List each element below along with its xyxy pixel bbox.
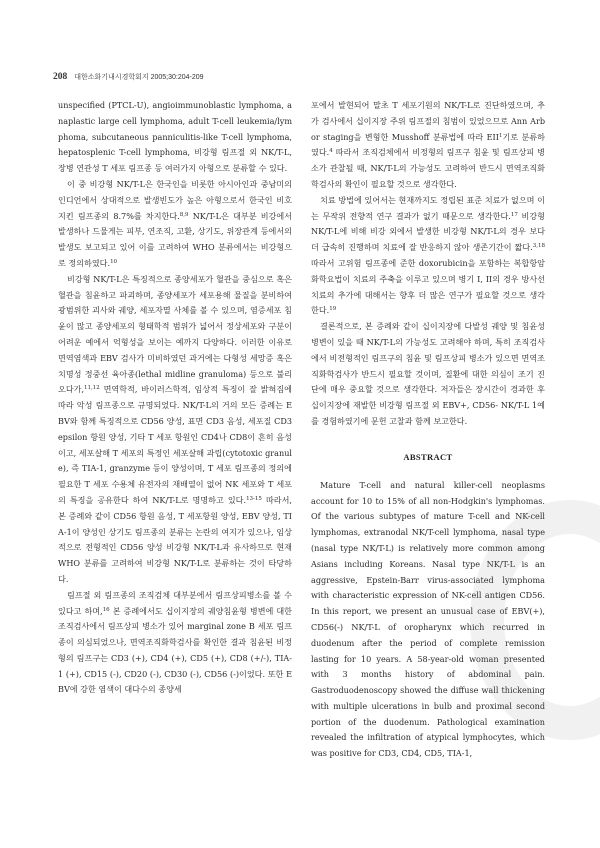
citation: 4 bbox=[329, 148, 333, 155]
citation: 17 bbox=[510, 211, 518, 218]
text-segment: 면역학적, 바이러스학적, 임상적 특징이 잘 밝혀짐에 따라 악성 림프종으로 규명되었다. NK/T-L의 거의 모든 증례는 EBV와 함께 특징적으로 CD56 양성, 표면 CD3 음성, 세포질 CD3 epsilon 항원 양성, 기타 T 세포 항원인 CD4나 CD8이 흔히 음성이고, 세포살해 T 세포의 특정인 세포살해 과립(cytotoxic granule), 즉 TIA-1, granzyme 등이 양성이며, T 세포 림프종의 정의에 필요한 T 세포 수용체 유전자의 재배열이 없어 NK 세포와 T 세포의 특징을 공유한다 하여 NK/T-L로 명명하고 있다. bbox=[58, 384, 292, 505]
text-segment: 이 중 비강형 NK/T-L은 한국인을 비롯한 아시아인과 중남미의 인디언에서 상대적으로 발생빈도가 높은 아형으로서 한국인 비호지킨 림프종의 8.7%를 차지한다. bbox=[58, 178, 292, 221]
citation: 19 bbox=[329, 306, 337, 313]
citation: 11,12 bbox=[84, 385, 100, 392]
left-column bbox=[58, 98, 292, 698]
left-paragraph-4 bbox=[58, 588, 292, 699]
text-segment: 결론적으로, 본 증례와 같이 십이지장에 다발성 궤양 및 침윤성 병변이 있을 때 NK/T-L의 가능성도 고려해야 하며, 특히 조직검사에서 비전형적인 림프구의 침윤 및 림프상피 병소가 있으면 면역조직화학검사가 반드시 필요할 것이며, 질환에 대한 의심이 조기 진단에 매우 중요할 것으로 생각한다. 저자들은 장시간이 경과한 후 십이지장에 재발한 비강형 림프절 외 EBV+, CD56- NK/T-L 1예를 경험하였기에 문헌 고찰과 함께 보고한다. bbox=[311, 321, 545, 426]
right-paragraph-3 bbox=[311, 319, 545, 430]
text-segment: 따라서 고위험 림프종에 준한 doxorubicin을 포함하는 복합항암화학요법이 치료의 주축을 이루고 있으며 병기 I, II의 경우 방사선 치료의 추가에 대해서는 향후 더 많은 연구가 필요할 것으로 생각한다. bbox=[311, 257, 545, 316]
citation: 10 bbox=[110, 258, 118, 265]
text-segment: unspecified (PTCL-U), angioimmunoblastic lymphoma, anaplastic large cell lymphoma, adult T-cell leukemia/lymphoma, subcutaneous panniculitis-like T-cell lymphoma, hepatosplenic T-cell lymphoma, 비강형 림프절 외 NK/T-L, 장병 연관성 T 세포 림프종 등 여러가지 아형으로 분류할 수 있다. bbox=[58, 100, 292, 174]
text-segment: 따라서, 본 증례와 같이 CD56 항원 음성, T 세포항원 양성, EBV 양성, TIA-1이 양성인 상기도 림프종의 분류는 논란의 여지가 있으나, 임상적으로 전형적인 CD56 양성 비강형 NK/T-L과 유사하므로 현재 WHO 분류를 고려하여 비강형 NK/T-L로 분류하는 것이 타당하다. bbox=[58, 494, 292, 584]
citation: 16 bbox=[102, 606, 110, 613]
left-paragraph-3 bbox=[58, 272, 292, 588]
text-segment: NK/T-L은 대부분 비강에서 발생하나 드물게는 피부, 연조직, 고환, 상기도, 위장관계 등에서의 발생도 보고되고 있어 이를 고려하여 WHO 분류에서는 비강형으로 정의하였다. bbox=[58, 210, 293, 268]
citation: 8,9 bbox=[179, 211, 189, 218]
right-paragraph-2 bbox=[311, 193, 545, 319]
journal-citation: 대한소화기내시경학회지 2005;30:204-209 bbox=[74, 74, 204, 81]
text-segment: 포에서 발현되어 말초 T 세포기원의 NK/T-L로 진단하였으며, 추가 검사에서 십이지장 주위 림프절의 침범이 있었으므로 Ann Arbor staging을 변형한 Musshoff 분류법에 따라 EII bbox=[311, 100, 545, 142]
right-paragraph-1 bbox=[311, 98, 545, 193]
text-segment: 비강형 NK/T-L에 비해 비강 외에서 발생한 비강형 NK/T-L의 경우 보다 더 급속히 진행하며 치료에 잘 반응하지 않아 생존기간이 짧다. bbox=[311, 210, 545, 253]
citation: 3,18 bbox=[532, 243, 545, 250]
citation: 13-15 bbox=[246, 495, 262, 502]
abstract-heading: ABSTRACT bbox=[403, 451, 453, 462]
text-segment: Mature T-cell and natural killer-cell neoplasms account for 10 to 15% of all non-Hodgkin's lymphomas. Of the various subtypes of mature T-cell and NK-cell lymphomas, extranodal NK/T-cell lymphoma, nasal type (nasal type NK/T-L) is relatively more common among Asians including Koreans. Nasal type NK/T-L is an aggressive, Epstein-Barr virus-associated lymphoma with characteristic expression of NK-cell antigen CD56. In this report, we present an unusual case of EBV(+), CD56(-) NK/T-L of oropharynx which recurred in duodenum after the period of complete remission lasting for 10 years. A 58-year-old woman presented with 3 months history of abdominal pain. Gastroduodenoscopy showed the diffuse wall thickening with multiple ulcerations in bulb and proximal second portion of the duodenum. Pathological examination revealed the infiltration of atypical lymphocytes, which was positive for CD3, CD4, CD5, TIA-1, bbox=[311, 479, 545, 759]
text-segment: 따라서 조직검체에서 비정형의 림프구 침윤 및 림프상피 병소가 관찰될 때, NK/T-L의 가능성도 고려하여 반드시 면역조직화학검사의 확인이 필요할 것으로 생각한다. bbox=[311, 147, 545, 189]
citation: 1 bbox=[498, 132, 503, 139]
left-paragraph-2 bbox=[58, 177, 292, 272]
page-number: 208 bbox=[53, 72, 68, 82]
running-header bbox=[53, 72, 204, 82]
left-paragraph-1 bbox=[58, 98, 292, 177]
text-segment: 치료 방법에 있어서는 현재까지도 정립된 표준 치료가 없으며 이는 무작위 전향적 연구 결과가 없기 때문으로 생각한다. bbox=[311, 194, 545, 221]
text-segment: 비강형 NK/T-L은 특징적으로 종양세포가 혈관을 중심으로 혹은 혈관을 침윤하고 파괴하며, 종양세포가 세포용해 물질을 분비하여 광범위한 괴사와 궤양, 세포자멸 사체를 볼 수 있으며, 염증세포 침윤이 많고 종양세포의 형태학적 범위가 넓어서 정상세포와 구분이 어려운 예에서 억형성을 보이는 예까지 다양하다. 이러한 이유로 면역염색과 EBV 검사가 미비하였던 과거에는 다형성 세망증 혹은 치명성 정중선 육아종(lethal midline granuloma) 등으로 불리오다가, bbox=[58, 273, 292, 395]
text-segment: 기로 분류하였다. bbox=[311, 131, 545, 158]
text-segment: 본 증례에서도 십이지장의 궤양침윤형 병변에 대한 조직검사에서 림프상피 병소가 있어 marginal zone B 세포 림프종이 의심되었으나, 면역조직화학검사를 확인한 결과 침윤된 비정형의 림프구는 CD3 (+), CD4 (+), CD5 (+), CD8 (+/-), TIA-1 (+), CD15 (-), CD20 (-), CD30 (-), CD56 (-)이었다. 또한 EBV에 강한 염색이 대다수의 종양세 bbox=[58, 605, 292, 695]
text-segment: 림프절 외 림프종의 조직검체 대부분에서 림프상피병소를 볼 수 있다고 하며, bbox=[58, 589, 292, 616]
